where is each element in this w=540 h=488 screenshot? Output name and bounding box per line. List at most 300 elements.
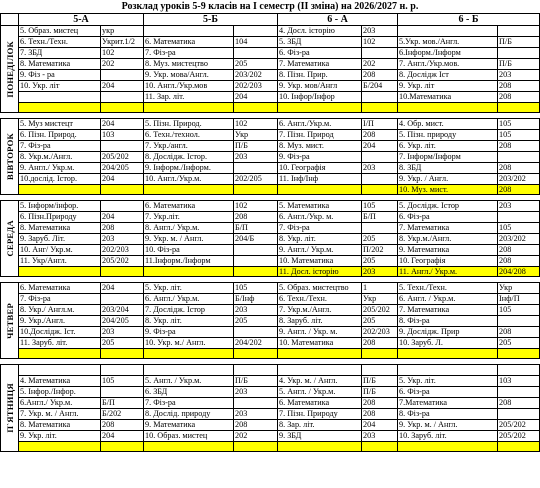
room-cell: 202 xyxy=(234,431,278,442)
room-cell: 208 xyxy=(234,420,278,431)
room-cell: 102 xyxy=(362,37,398,48)
room-cell: 1 xyxy=(362,283,398,294)
day-cell xyxy=(1,201,19,277)
subject-cell: 5. Англ. / Укр.м. xyxy=(144,376,234,387)
room-cell: 205/202 xyxy=(498,420,540,431)
room-cell: П/Б xyxy=(234,141,278,152)
subject-cell: 4. Укр. м. / Англ. xyxy=(278,376,362,387)
room-cell xyxy=(498,26,540,37)
room-cell xyxy=(234,267,278,277)
day-label: ЧЕТВЕР xyxy=(4,302,15,339)
room-cell: 204/205 xyxy=(101,316,144,327)
subject-cell: 5. Укр. літ. xyxy=(144,283,234,294)
subject-cell: 8. Дослідж. Істор. xyxy=(144,152,234,163)
subject-cell: 10. Муз. мист. xyxy=(398,185,498,195)
lesson-row xyxy=(1,37,540,48)
room-cell: Б/Інф xyxy=(234,294,278,305)
room-cell: 203 xyxy=(101,234,144,245)
subject-cell xyxy=(19,267,101,277)
room-cell: П/202 xyxy=(362,245,398,256)
room-cell: 105 xyxy=(498,119,540,130)
subject-cell: 10. Заруб. літ. xyxy=(398,431,498,442)
subject-cell: 4. Математика xyxy=(19,376,101,387)
subject-cell: 7. Укр./англ. xyxy=(144,141,234,152)
room-cell: 202 xyxy=(101,59,144,70)
room-cell: 203 xyxy=(362,431,398,442)
room-cell: Б/П xyxy=(101,398,144,409)
room-cell: 208 xyxy=(498,398,540,409)
room-cell: Б/П xyxy=(362,212,398,223)
room-cell: 204 xyxy=(101,119,144,130)
subject-cell: 10. Образ. мистец xyxy=(144,431,234,442)
room-cell xyxy=(234,103,278,113)
room-cell: 203/202 xyxy=(498,234,540,245)
room-cell: 203/202 xyxy=(498,174,540,185)
subject-cell: 7. Дослідж. Істор xyxy=(144,305,234,316)
room-cell: 203 xyxy=(498,70,540,81)
room-cell xyxy=(498,316,540,327)
subject-cell: 6.Інформ./Інформ xyxy=(398,48,498,59)
room-cell: 208 xyxy=(362,70,398,81)
room-cell: Б/204 xyxy=(362,81,398,92)
day-label: ПОНЕДІЛОК xyxy=(4,40,15,98)
subject-cell: 10. Фіз-ра xyxy=(144,245,234,256)
subject-cell: 10. Інфор/Інфор xyxy=(278,92,362,103)
subject-cell: 11. Заруб. літ. xyxy=(19,338,101,349)
subject-cell: 7. ЗБД xyxy=(19,48,101,59)
subject-cell: 7. Пізн. Природ xyxy=(278,130,362,141)
subject-cell xyxy=(278,365,362,376)
subject-cell xyxy=(144,26,234,37)
lesson-row xyxy=(1,81,540,92)
room-cell xyxy=(498,212,540,223)
subject-cell: 7. Укр. м. / Англ. xyxy=(19,409,101,420)
subject-cell: 6. Англ. / Укр.м. xyxy=(398,294,498,305)
room-cell: П/Б xyxy=(498,37,540,48)
room-cell xyxy=(234,245,278,256)
day-cell xyxy=(1,26,19,113)
subject-cell: 6. Техн./технол. xyxy=(144,130,234,141)
room-cell: 105 xyxy=(362,201,398,212)
subject-cell: 9. Фіз - ра xyxy=(19,70,101,81)
subject-cell: 11. Досл. історію xyxy=(278,267,362,277)
room-cell: 102 xyxy=(234,201,278,212)
subject-cell: 8. Муз. мистецтво xyxy=(144,59,234,70)
subject-cell: 10. Математика xyxy=(278,256,362,267)
subject-cell: 9. Укр. літ xyxy=(398,81,498,92)
room-cell: 203 xyxy=(234,305,278,316)
room-cell: 204 xyxy=(101,283,144,294)
subject-cell: 8. Муз. мист. xyxy=(278,141,362,152)
lesson-row xyxy=(1,26,540,37)
subject-cell: 5. Образ. мистец xyxy=(19,26,101,37)
subject-cell xyxy=(398,103,498,113)
room-cell: 208 xyxy=(362,338,398,349)
lesson-row xyxy=(1,327,540,338)
room-cell: 208 xyxy=(362,409,398,420)
subject-cell: 5. Пізн. Природ. xyxy=(144,119,234,130)
lesson-row xyxy=(1,223,540,234)
room-cell: 104 xyxy=(234,37,278,48)
room-cell xyxy=(101,185,144,195)
room-cell: 208 xyxy=(234,212,278,223)
subject-cell: 6. Англ./ Укр.м. xyxy=(144,294,234,305)
subject-cell: 9. Англ./ Укр.м. xyxy=(278,245,362,256)
subject-cell: 8. Фіз-ра xyxy=(398,316,498,327)
room-cell: Укр xyxy=(234,130,278,141)
highlight-row xyxy=(1,267,540,277)
subject-cell: 8. Пізн. Прир. xyxy=(278,70,362,81)
lesson-row xyxy=(1,316,540,327)
subject-cell: 9. Укр. мов/Англ xyxy=(278,81,362,92)
subject-cell: 8. Математика xyxy=(19,59,101,70)
lesson-row xyxy=(1,409,540,420)
room-cell: 204/Б xyxy=(234,234,278,245)
room-cell xyxy=(234,365,278,376)
subject-cell: 7. Фіз-ра xyxy=(144,398,234,409)
room-cell: 203/204 xyxy=(101,305,144,316)
subject-cell: 7. Фіз-ра xyxy=(19,294,101,305)
subject-cell xyxy=(278,349,362,359)
subject-cell xyxy=(19,92,101,103)
room-cell: 202/203 xyxy=(362,327,398,338)
day-cell xyxy=(1,119,19,195)
room-cell xyxy=(498,442,540,452)
subject-cell: 6. Математика xyxy=(278,398,362,409)
subject-cell: 5. Інфор./Інфор. xyxy=(19,387,101,398)
class-header: 5-А xyxy=(19,14,144,26)
room-cell xyxy=(101,387,144,398)
room-cell xyxy=(362,152,398,163)
subject-cell: 8. Англ./ Укр.м. xyxy=(144,223,234,234)
lesson-row xyxy=(1,70,540,81)
room-cell: 205 xyxy=(362,316,398,327)
subject-cell: 9. Укр./Англ. xyxy=(19,316,101,327)
room-cell: 205/202 xyxy=(101,152,144,163)
room-cell xyxy=(101,267,144,277)
day-cell xyxy=(1,283,19,359)
subject-cell xyxy=(144,185,234,195)
room-cell: П/Б xyxy=(362,376,398,387)
subject-cell: 11. Укр/Англ. xyxy=(19,256,101,267)
room-cell: П/Б xyxy=(234,376,278,387)
room-cell: 208 xyxy=(498,185,540,195)
room-cell xyxy=(101,103,144,113)
lesson-row xyxy=(1,130,540,141)
lesson-row xyxy=(1,174,540,185)
room-cell xyxy=(498,349,540,359)
room-cell xyxy=(234,349,278,359)
subject-cell: 10. Укр. м./ Англ. xyxy=(144,338,234,349)
subject-cell: 4. Досл. історію xyxy=(278,26,362,37)
subject-cell: 10.Дослідж. Іст. xyxy=(19,327,101,338)
subject-cell xyxy=(144,442,234,452)
room-cell: 105 xyxy=(498,130,540,141)
subject-cell: 7. Інформ/Інформ xyxy=(398,152,498,163)
subject-cell: 10. Анг/ Укр.м. xyxy=(19,245,101,256)
lesson-row xyxy=(1,245,540,256)
room-cell: 204 xyxy=(362,141,398,152)
subject-cell: 9. Укр. м. / Англ. xyxy=(398,420,498,431)
subject-cell: 10. Географія xyxy=(398,256,498,267)
room-cell: 204/202 xyxy=(234,338,278,349)
subject-cell: 10. Математика xyxy=(278,338,362,349)
subject-cell: 5. Математика xyxy=(278,201,362,212)
room-cell: П/Б xyxy=(498,59,540,70)
subject-cell: 8. Дослід. природу xyxy=(144,409,234,420)
subject-cell: 5. ЗБД xyxy=(278,37,362,48)
subject-cell: 6. Математика xyxy=(19,283,101,294)
subject-cell: 5. Англ. / Укр.м. xyxy=(278,387,362,398)
subject-cell xyxy=(398,365,498,376)
highlight-row xyxy=(1,185,540,195)
room-cell: 204/205 xyxy=(101,163,144,174)
subject-cell: 8. Математика xyxy=(19,223,101,234)
subject-cell xyxy=(19,185,101,195)
lesson-row xyxy=(1,431,540,442)
room-cell: 203 xyxy=(362,26,398,37)
room-cell: 205 xyxy=(101,338,144,349)
room-cell: 102 xyxy=(101,48,144,59)
room-cell: Б/П xyxy=(234,223,278,234)
lesson-row xyxy=(1,234,540,245)
subject-cell: 6.Англ./ Укр.м. xyxy=(19,398,101,409)
day-label: ВІВТОРОК xyxy=(4,132,15,181)
room-cell xyxy=(362,185,398,195)
subject-cell: 6. Англ./Укр.м. xyxy=(278,119,362,130)
room-cell xyxy=(234,185,278,195)
room-cell: 205 xyxy=(234,59,278,70)
room-cell xyxy=(234,163,278,174)
subject-cell: 6. Укр. літ. xyxy=(398,141,498,152)
subject-cell: 5. Муз мистецт xyxy=(19,119,101,130)
lesson-row xyxy=(1,256,540,267)
room-cell xyxy=(498,48,540,59)
subject-cell: 7. Фіз-ра xyxy=(144,48,234,59)
lesson-row xyxy=(1,398,540,409)
day-cell xyxy=(1,365,19,452)
subject-cell: 9. Укр. мова/Англ. xyxy=(144,70,234,81)
room-cell: 204 xyxy=(234,92,278,103)
subject-cell: 6. Техн./Техн. xyxy=(278,294,362,305)
room-cell: 203 xyxy=(234,387,278,398)
highlight-row xyxy=(1,349,540,359)
lesson-row xyxy=(1,420,540,431)
room-cell: 203 xyxy=(101,327,144,338)
class-header: 6 - Б xyxy=(398,14,540,26)
subject-cell: 7. Англ./Укр.мов. xyxy=(398,59,498,70)
subject-cell: 11. Інф/Інф xyxy=(278,174,362,185)
subject-cell: 8. ЗБД xyxy=(398,163,498,174)
room-cell: Укр xyxy=(498,283,540,294)
room-cell xyxy=(101,442,144,452)
header-row xyxy=(1,14,540,26)
subject-cell: 7. Фіз-ра xyxy=(19,141,101,152)
schedule-body xyxy=(1,26,540,452)
room-cell xyxy=(101,92,144,103)
room-cell: 208 xyxy=(498,327,540,338)
room-cell: 105 xyxy=(101,376,144,387)
room-cell xyxy=(362,174,398,185)
lesson-row xyxy=(1,59,540,70)
room-cell: 203 xyxy=(362,267,398,277)
subject-cell: 8. Укр.м./Англ. xyxy=(398,234,498,245)
day-label: П`ЯТНИЦЯ xyxy=(4,383,15,433)
lesson-row xyxy=(1,201,540,212)
room-cell: 203 xyxy=(498,201,540,212)
subject-cell: 7. Математика xyxy=(398,223,498,234)
room-cell xyxy=(498,103,540,113)
subject-cell xyxy=(144,103,234,113)
room-cell: Укр xyxy=(362,294,398,305)
subject-cell: 9. Дослідж. Прир xyxy=(398,327,498,338)
subject-cell: 7. Укр.м./Англ. xyxy=(278,305,362,316)
room-cell: 203 xyxy=(234,152,278,163)
subject-cell: 9. Укр. м. / Англ. xyxy=(144,234,234,245)
subject-cell xyxy=(144,349,234,359)
lesson-row xyxy=(1,387,540,398)
subject-cell: 6. Математика xyxy=(144,37,234,48)
room-cell xyxy=(362,442,398,452)
lesson-row xyxy=(1,152,540,163)
room-cell xyxy=(362,365,398,376)
subject-cell: 9. ЗБД xyxy=(278,431,362,442)
subject-cell xyxy=(144,365,234,376)
room-cell: 208 xyxy=(101,223,144,234)
day-label: СЕРЕДА xyxy=(4,220,15,257)
subject-cell: 8. Математика xyxy=(19,420,101,431)
room-cell: 203 xyxy=(234,409,278,420)
schedule-table xyxy=(0,13,540,452)
room-cell: 205 xyxy=(362,256,398,267)
subject-cell: 8. Укр./ Англ.м. xyxy=(19,305,101,316)
highlight-row xyxy=(1,442,540,452)
room-cell: 208 xyxy=(101,420,144,431)
subject-cell: 8. Укр. літ. xyxy=(144,316,234,327)
subject-cell: 8. Зар. літ. xyxy=(278,420,362,431)
subject-cell: 8. Фіз-ра xyxy=(398,409,498,420)
lesson-row xyxy=(1,365,540,376)
subject-cell: 5. Образ. мистецтво xyxy=(278,283,362,294)
room-cell xyxy=(234,48,278,59)
subject-cell xyxy=(278,442,362,452)
subject-cell: 8. Заруб. літ. xyxy=(278,316,362,327)
room-cell xyxy=(362,349,398,359)
lesson-row xyxy=(1,212,540,223)
room-cell: 204 xyxy=(101,174,144,185)
room-cell: 103 xyxy=(498,376,540,387)
subject-cell: 10. Географія xyxy=(278,163,362,174)
room-cell xyxy=(234,327,278,338)
subject-cell: 9. Заруб. Літ. xyxy=(19,234,101,245)
subject-cell: 5. Інформ/інфор. xyxy=(19,201,101,212)
subject-cell: 7. Укр.літ. xyxy=(144,212,234,223)
subject-cell: 10.Математика xyxy=(398,92,498,103)
subject-cell: 9. Інформ./Інформ. xyxy=(144,163,234,174)
subject-cell: 10. Укр. літ xyxy=(19,81,101,92)
subject-cell xyxy=(398,349,498,359)
room-cell: 103 xyxy=(101,130,144,141)
lesson-row xyxy=(1,119,540,130)
room-cell: 202/205 xyxy=(234,174,278,185)
class-header: 5-Б xyxy=(144,14,278,26)
room-cell: 205/202 xyxy=(101,256,144,267)
subject-cell xyxy=(278,185,362,195)
subject-cell: 11. Англ./ Укр.м. xyxy=(398,267,498,277)
subject-cell: 6. Фіз-ра xyxy=(278,48,362,59)
room-cell: 105 xyxy=(498,223,540,234)
room-cell xyxy=(101,349,144,359)
subject-cell: 9. Математика xyxy=(398,245,498,256)
subject-cell: 11.Інформ./Інформ xyxy=(144,256,234,267)
room-cell: 204/208 xyxy=(498,267,540,277)
subject-cell: 6. Пізн.Природу xyxy=(19,212,101,223)
subject-cell: 7. Математика xyxy=(278,59,362,70)
subject-cell: 10. Англ./Укр.м. xyxy=(144,174,234,185)
room-cell xyxy=(362,48,398,59)
room-cell: укр xyxy=(101,26,144,37)
subject-cell: 9. Англ. / Укр. м. xyxy=(278,327,362,338)
subject-cell: 5.Укр. мов./Англ. xyxy=(398,37,498,48)
room-cell: 204 xyxy=(362,420,398,431)
room-cell: Укрит.1/2 xyxy=(101,37,144,48)
room-cell xyxy=(234,256,278,267)
room-cell: 208 xyxy=(498,141,540,152)
room-cell: 204 xyxy=(101,431,144,442)
lesson-row xyxy=(1,294,540,305)
room-cell xyxy=(498,387,540,398)
room-cell: 105 xyxy=(234,283,278,294)
room-cell: 205/202 xyxy=(362,305,398,316)
room-cell: 203/202 xyxy=(234,70,278,81)
room-cell: 208 xyxy=(498,81,540,92)
subject-cell: 10. Англ./Укр.мов xyxy=(144,81,234,92)
room-cell: 208 xyxy=(498,256,540,267)
class-header: 6 - А xyxy=(278,14,398,26)
subject-cell: 9. Укр. / Англ. xyxy=(398,174,498,185)
room-cell: 202/203 xyxy=(234,81,278,92)
subject-cell: 9. Математика xyxy=(144,420,234,431)
room-cell: 208 xyxy=(498,245,540,256)
room-cell: 205 xyxy=(362,234,398,245)
room-cell xyxy=(362,223,398,234)
subject-cell: 6. Англ./Укр. м. xyxy=(278,212,362,223)
corner-cell xyxy=(1,14,19,26)
subject-cell: 9. Фіз-ра xyxy=(278,152,362,163)
lesson-row xyxy=(1,283,540,294)
subject-cell: 6. Фіз-ра xyxy=(398,387,498,398)
subject-cell: 10.дослід. Істор. xyxy=(19,174,101,185)
subject-cell xyxy=(278,103,362,113)
subject-cell: 4. Обр. мист. xyxy=(398,119,498,130)
subject-cell: 9. Укр. літ. xyxy=(19,431,101,442)
lesson-row xyxy=(1,92,540,103)
subject-cell: 9. Англ./ Укр.м. xyxy=(19,163,101,174)
subject-cell: 6. ЗБД xyxy=(144,387,234,398)
room-cell xyxy=(234,26,278,37)
room-cell: 205 xyxy=(498,338,540,349)
subject-cell xyxy=(398,26,498,37)
subject-cell: 11. Зар. літ. xyxy=(144,92,234,103)
lesson-row xyxy=(1,163,540,174)
room-cell: 208 xyxy=(362,398,398,409)
room-cell xyxy=(498,365,540,376)
subject-cell: 5. Дослідж. Істор xyxy=(398,201,498,212)
lesson-row xyxy=(1,305,540,316)
subject-cell xyxy=(398,442,498,452)
room-cell xyxy=(498,409,540,420)
subject-cell xyxy=(144,267,234,277)
